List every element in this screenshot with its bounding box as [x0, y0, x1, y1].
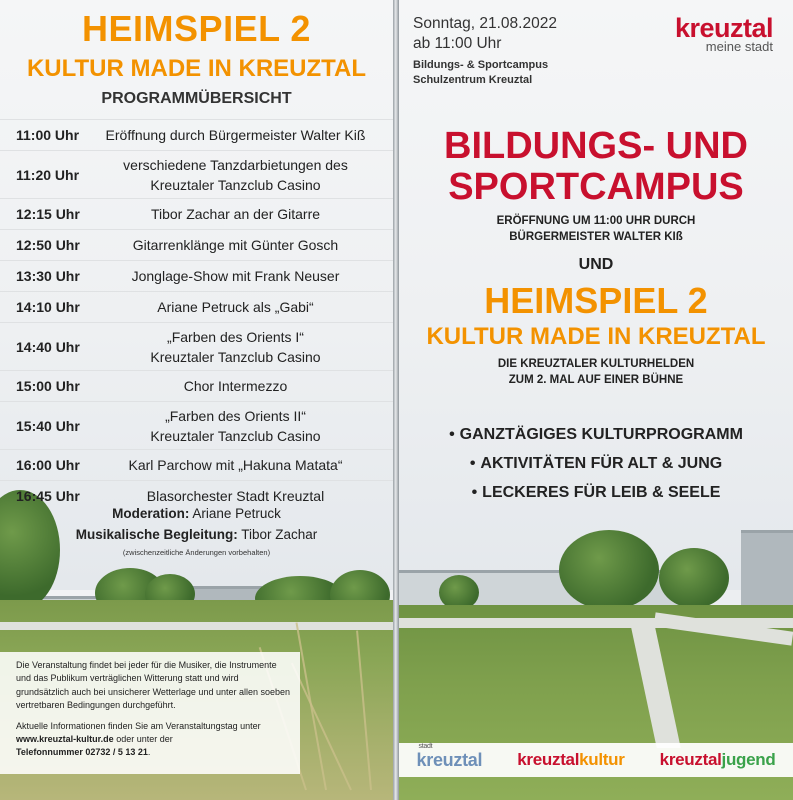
schedule-time: 16:45 Uhr — [16, 488, 80, 504]
program-title: HEIMSPIEL 2 — [82, 8, 311, 49]
building-image — [741, 530, 793, 611]
kreuztal-logo: kreuztal meine stadt — [674, 13, 773, 54]
schedule-time: 14:40 Uhr — [16, 338, 80, 355]
schedule-row — [0, 119, 393, 150]
feature-bullet: • GANZTÄGIGES KULTURPROGRAMM — [449, 426, 743, 443]
event-venue: Bildungs- & Sportcampus Schulzentrum Kreuztal — [413, 59, 549, 86]
schedule-time: 11:00 Uhr — [16, 127, 80, 143]
music-value: Tibor Zachar — [237, 527, 318, 542]
schedule-time: 12:15 Uhr — [16, 206, 80, 222]
contact-notice: Aktuelle Informationen finden Sie am Veranstaltungstag unter www.kreuztal-kultur.de oder unter der Telefonnummer 02732 / 5 13 21. — [16, 720, 261, 758]
schedule-item: verschiedene Tanzdarbietungen des Kreuztaler Tanzclub Casino — [123, 156, 348, 193]
changes-note: (zwischenzeitliche Änderungen vorbehalten) — [122, 548, 271, 557]
campus-headline: BILDUNGS- UND — [444, 125, 748, 167]
heimspiel-title: HEIMSPIEL 2 — [484, 280, 708, 321]
kreuztal-kultur-logo: kreuztalkultur — [517, 750, 625, 769]
schedule-time: 15:00 Uhr — [16, 378, 80, 394]
schedule-row — [0, 198, 393, 229]
event-date: Sonntag, 21.08.2022 ab 11:00 Uhr — [413, 15, 557, 52]
heimspiel-tagline: DIE KREUZTALER KULTURHELDEN ZUM 2. MAL AUF EINER BÜHNE — [497, 358, 695, 386]
schedule-time: 11:20 Uhr — [16, 166, 80, 183]
schedule-table — [0, 119, 393, 511]
schedule-time: 12:50 Uhr — [16, 237, 80, 253]
schedule-time: 16:00 Uhr — [16, 457, 80, 473]
schedule-time: 14:10 Uhr — [16, 299, 80, 315]
schedule-row — [0, 449, 393, 480]
schedule-time: 15:40 Uhr — [16, 417, 80, 434]
weather-notice: Die Veranstaltung findet bei jeder für die Musiker, die Instrumente und das Publikum verträglichen Witterung statt und wird grundsätzlich auch bei unsicherer Wetterlage und unter allen soeben vertretbaren Bedingungen durchgeführt. — [16, 660, 291, 711]
schedule-item: „Farben des Orients I“ Kreuztaler Tanzclub Casino — [150, 328, 321, 365]
schedule-item: Gitarrenklänge mit Günter Gosch — [132, 237, 339, 253]
schedule-item: Tibor Zachar an der Gitarre — [150, 206, 321, 222]
schedule-time: 13:30 Uhr — [16, 268, 80, 284]
feature-bullet: • AKTIVITÄTEN FÜR ALT & JUNG — [469, 455, 723, 472]
schedule-row — [0, 291, 393, 322]
schedule-item: „Farben des Orients II“ Kreuztaler Tanzclub Casino — [150, 407, 321, 444]
schedule-item: Eröffnung durch Bürgermeister Walter Kiß — [105, 127, 366, 143]
schedule-item: Jonglage-Show mit Frank Neuser — [131, 268, 340, 284]
stadt-kreuztal-logo: stadt kreuztal — [416, 742, 483, 770]
website-link[interactable]: www.kreuztal-kultur.de — [16, 734, 114, 745]
phone-number: Telefonnummer 02732 / 5 13 21 — [16, 747, 148, 758]
tree-image — [659, 548, 729, 608]
bullet-icon: • — [469, 455, 476, 472]
moderation-label: Moderation: — [112, 506, 190, 521]
walkway-image — [0, 622, 393, 630]
schedule-row — [0, 370, 393, 401]
bullet-icon: • — [471, 484, 478, 501]
schedule-item: Blasorchester Stadt Kreuztal — [146, 488, 325, 504]
program-panel — [0, 0, 393, 800]
campus-headline-2: SPORTCAMPUS — [448, 166, 744, 208]
schedule-item: Karl Parchow mit „Hakuna Matata“ — [128, 457, 343, 473]
program-overview-heading: PROGRAMMÜBERSICHT — [101, 90, 292, 107]
schedule-item: Chor Intermezzo — [183, 378, 288, 394]
heimspiel-subtitle: KULTUR MADE IN KREUZTAL — [426, 323, 766, 350]
credits — [0, 503, 393, 545]
schedule-row — [0, 401, 393, 449]
music-label: Musikalische Begleitung: — [75, 527, 238, 542]
bullet-icon: • — [449, 426, 455, 443]
feature-bullet: • LECKERES FÜR LEIB & SEELE — [471, 484, 721, 501]
schedule-row — [0, 260, 393, 291]
moderation-value: Ariane Petruck — [189, 506, 281, 521]
partner-logos — [399, 743, 793, 777]
schedule-row — [0, 229, 393, 260]
schedule-row — [0, 150, 393, 198]
opening-text: ERÖFFNUNG UM 11:00 UHR DURCH BÜRGERMEISTER WALTER KIß — [496, 215, 696, 243]
schedule-item: Ariane Petruck als „Gabi“ — [157, 299, 314, 315]
schedule-row — [0, 322, 393, 370]
and-text: UND — [578, 256, 614, 273]
cover-panel — [399, 0, 793, 800]
info-box — [0, 652, 300, 774]
kreuztal-jugend-logo: kreuztaljugend — [659, 750, 776, 769]
program-subtitle: KULTUR MADE IN KREUZTAL — [26, 55, 367, 82]
tree-image — [559, 530, 659, 610]
